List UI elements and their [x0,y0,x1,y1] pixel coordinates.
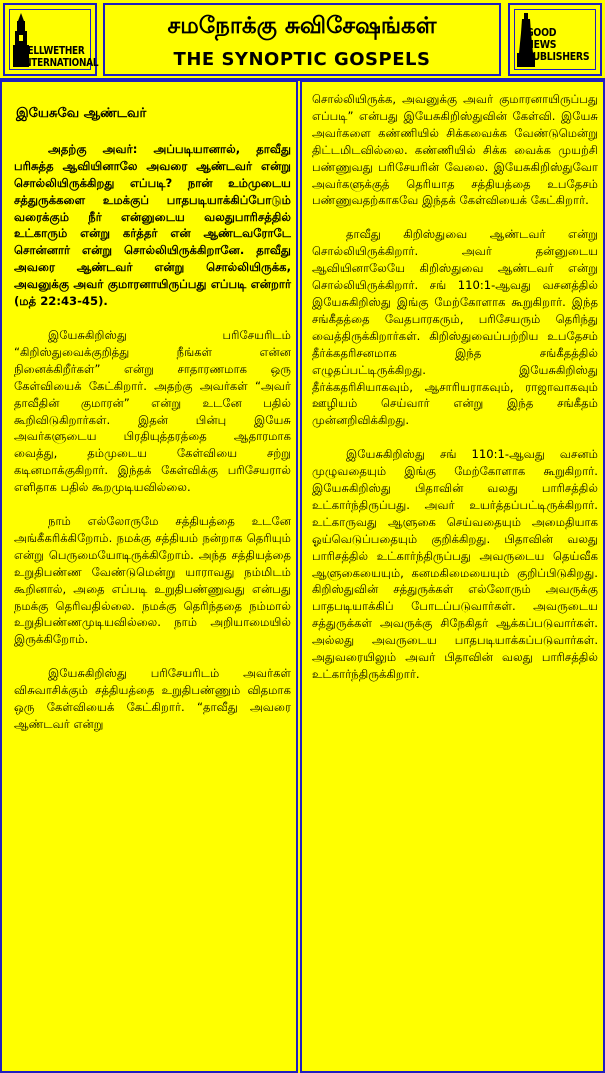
body-paragraph: சொல்லியிருக்க, அவனுக்கு அவர் குமாரனாயிருப்பது எப்படி” என்பது இயேசுகிறிஸ்துவின் கேள்வி. இயேசு அவர்களை கண்ணியில் சிக்கவைக்க வேண்டுமென்று திட்டமிடவில்லை. கண்ணியில் சிக்க வைக்க முயற்சி பண்ணுவது பரிசேயரின் வேலை. இயேசுகிறிஸ்துவோ அவர்களுக்குத் தெரியாத சத்தியத்தை உபதேசம் பண்ணுவதற்காகவே இந்தக் கேள்வியைக் கேட்கிறார். [312,92,598,208]
title-box [103,3,501,76]
body-paragraph: நாம் எல்லோருமே சத்தியத்தை உடனே அங்கீகரிக்கிறோம். நமக்கு சத்தியம் நன்றாக தெரியும் என்று பெருமையோடிருக்கிறோம். அந்த சத்தியத்தை உறுதிபண்ண வேண்டுமென்று யாராவது நம்மிடம் கூறினால், அதை எப்படி உறுதிபண்ணுவது என்பது நமக்கு தெரிவதில்லை. நமக்கு தெரிந்ததை நம்மால் உறுதிபண்ணமுடியவில்லை. நாம் அறியாமையில் இருக்கிறோம். [14,514,291,647]
scripture-paragraph: அதற்கு அவர்: அப்படியானால், தாவீது பரிசுத்த ஆவியினாலே அவரை ஆண்டவர் என்று சொல்லியிருக்கிறது எப்படி? நான் உம்முடைய சத்துருக்களை உமக்குப் பாதபடியாக்கிப்போடும் வரைக்கும் நீர் என்னுடைய வலதுபாரிசத்தில் உட்காரும் என்று கர்த்தர் என் ஆண்டவரோடே சொன்னார் என்று சொல்லியிருக்கிறானே. தாவீது அவரை ஆண்டவர் என்று சொல்லியிருக்க, அவனுக்கு அவர் குமாரனாயிருப்பது எப்படி என்றார் (மத் 22:43-45). [14,141,291,309]
page-title-english: THE SYNOPTIC GOSPELS [173,49,431,70]
body-paragraph: இயேசுகிறிஸ்து பரிசேயரிடம் “கிறிஸ்துவைக்குறித்து நீங்கள் என்ன நினைக்கிறீர்கள்” என்று சாதாரணமாக ஒரு கேள்வியைக் கேட்கிறார். அதற்கு அவர்கள் “அவர் தாவீதின் குமாரன்” என்று உடனே பதில் கூறிவிடுகிறார்கள். இதன் பின்பு இயேசு அவர்களுடைய பிரதியுத்தரத்தை ஆதாரமாக வைத்து, தம்முடைய கேள்வியை சற்று கடினமாக்குகிறார். இந்தக் கேள்விக்கு பரிசேயரால் எளிதாக பதில் கூறமுடியவில்லை. [14,327,291,495]
right-column-text [312,91,598,700]
logo-left-text: BELLWETHER INTERNATIONAL [21,45,99,69]
logo-right-text: GOOD NEWS PUBLISHERS [526,26,590,63]
page-title-tamil: சமநோக்கு சுவிசேஷங்கள் [167,13,437,39]
good-news-logo [508,3,602,76]
left-column [0,80,298,1073]
left-column-text [14,106,291,750]
bellwether-logo [3,3,97,76]
right-column [300,80,605,1073]
article-heading: இயேசுவே ஆண்டவர் [16,106,147,121]
body-paragraph: தாவீது கிறிஸ்துவை ஆண்டவர் என்று சொல்லியிருக்கிறார். அவர் தன்னுடைய ஆவியினாலேயே கிறிஸ்துவை ஆண்டவர் என்று சொல்லியிருக்கிறார். சங் 110:1-ஆவது வசனத்தில் இயேசுகிறிஸ்து இங்கு மேற்கோளாக கூறுகிறார். இந்த சங்கீதத்தை வேதபாரகரும், பரிசேயரும் தெரிந்து வைத்திருக்கிறார்கள். கிறிஸ்துவைப்பற்றிய உபதேசம் தீர்க்கதரிசனமாக இந்த சங்கீதத்தில் எழுதப்பட்டிருக்கிறது. இயேசுகிறிஸ்து தீர்க்கதரிசியாகவும், ஆசாரியராகவும், ராஜாவாகவும் ஊழியம் செய்வார் என்று இந்த சங்கீதம் முன்னறிவிக்கிறது. [312,227,598,428]
header [0,0,605,80]
body-paragraph: இயேசுகிறிஸ்து பரிசேயரிடம் அவர்கள் விசுவாசிக்கும் சத்தியத்தை உறுதிபண்ணும் விதமாக ஒரு கேள்வியைக் கேட்கிறார். “தாவீது அவரை ஆண்டவர் என்று [14,666,291,731]
body-paragraph: இயேசுகிறிஸ்து சங் 110:1-ஆவது வசனம் முழுவதையும் இங்கு மேற்கோளாக கூறுகிறார். இயேசுகிறிஸ்து பிதாவின் வலது பாரிசத்தில் உட்கார்ந்திருப்பது. அவர் உயர்த்தப்பட்டிருக்கிறார். உட்காருவது ஆளுகை செய்வதையும் அமைதியாக ஓய்வெடுப்பதையும் குறிக்கிறது. பிதாவின் வலது பாரிசத்தில் உட்கார்ந்திருப்பது அவருடைய தெய்வீக ஆளுகையையும், கனமகிமையையும் குறிப்பிடுகிறது. கிறிஸ்துவின் சத்துருக்கள் எல்லோரும் அவருக்கு பாதபடியாக்கிப் போடப்படுவார்கள். அவருடைய சத்துருக்கள் அவருக்கு சிநேகிதர் ஆக்கப்படுவார்கள். அல்லது அவருடைய பாதபடியாக்கப்படுவார்கள். அதுவரையிலும் அவர் பிதாவின் வலது பாரிசத்தில் உட்கார்ந்திருக்கிறார். [312,447,598,681]
